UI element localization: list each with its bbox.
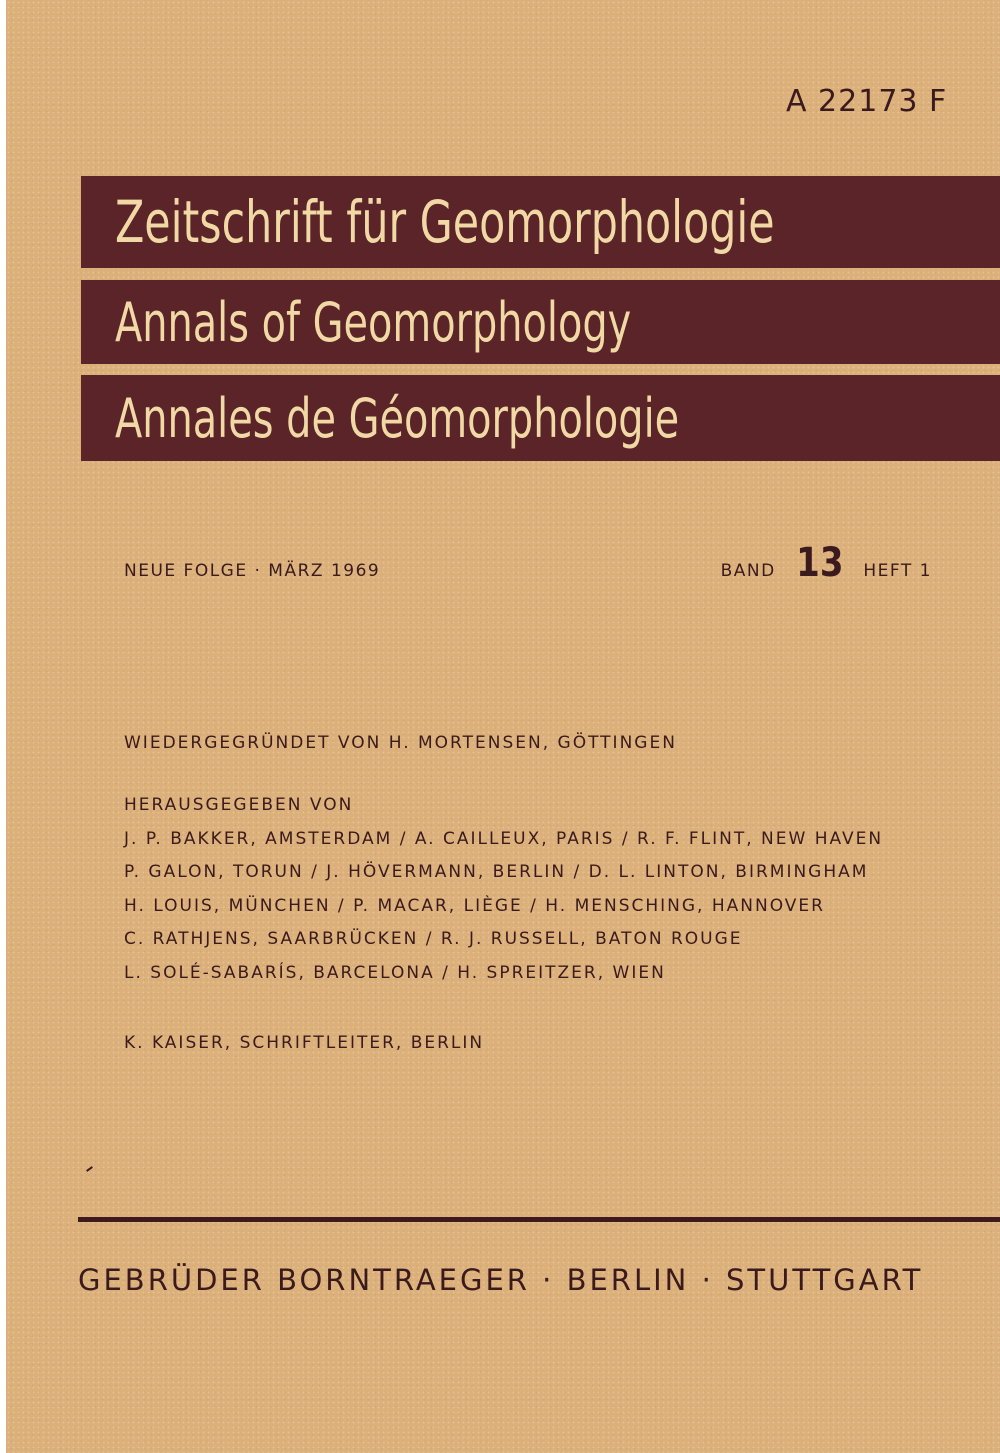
series-date: NEUE FOLGE · MÄRZ 1969: [124, 561, 381, 581]
ink-speck: [86, 1166, 93, 1172]
editors-line: H. LOUIS, MÜNCHEN / P. MACAR, LIÈGE / H. MENSCHING, HANNOVER: [124, 895, 825, 916]
issue-info: [124, 540, 932, 586]
editors-line: C. RATHJENS, SAARBRÜCKEN / R. J. RUSSELL, BATON ROUGE: [124, 929, 743, 949]
editors-line: L. SOLÉ-SABARÍS, BARCELONA / H. SPREITZER, WIEN: [124, 962, 666, 983]
founded-by: WIEDERGEGRÜNDET VON H. MORTENSEN, GÖTTINGEN: [124, 733, 677, 753]
volume-info: [721, 540, 932, 586]
editors-heading: HERAUSGEGEBEN VON: [124, 795, 354, 815]
publisher: GEBRÜDER BORNTRAEGER · BERLIN · STUTTGART: [78, 1263, 924, 1297]
title-german: Zeitschrift für Geomorphologie: [115, 188, 775, 256]
divider-rule: [78, 1217, 1000, 1222]
band-number: 13: [795, 540, 844, 586]
heft-label: HEFT 1: [863, 561, 932, 581]
catalog-number: A 22173 F: [786, 84, 948, 119]
title-band-english: [81, 280, 1000, 364]
editors-line: P. GALON, TORUN / J. HÖVERMANN, BERLIN / D. L. LINTON, BIRMINGHAM: [124, 862, 869, 882]
managing-editor: K. KAISER, SCHRIFTLEITER, BERLIN: [124, 1033, 485, 1053]
title-english: Annals of Geomorphology: [115, 290, 632, 354]
band-label: BAND: [720, 561, 776, 581]
title-french: Annales de Géomorphologie: [115, 386, 680, 450]
journal-cover: [6, 0, 1000, 1453]
title-band-german: [81, 176, 1000, 268]
editors-line: J. P. BAKKER, AMSTERDAM / A. CAILLEUX, PARIS / R. F. FLINT, NEW HAVEN: [124, 828, 884, 849]
title-band-french: [81, 375, 1000, 461]
editors-block: [124, 789, 883, 990]
